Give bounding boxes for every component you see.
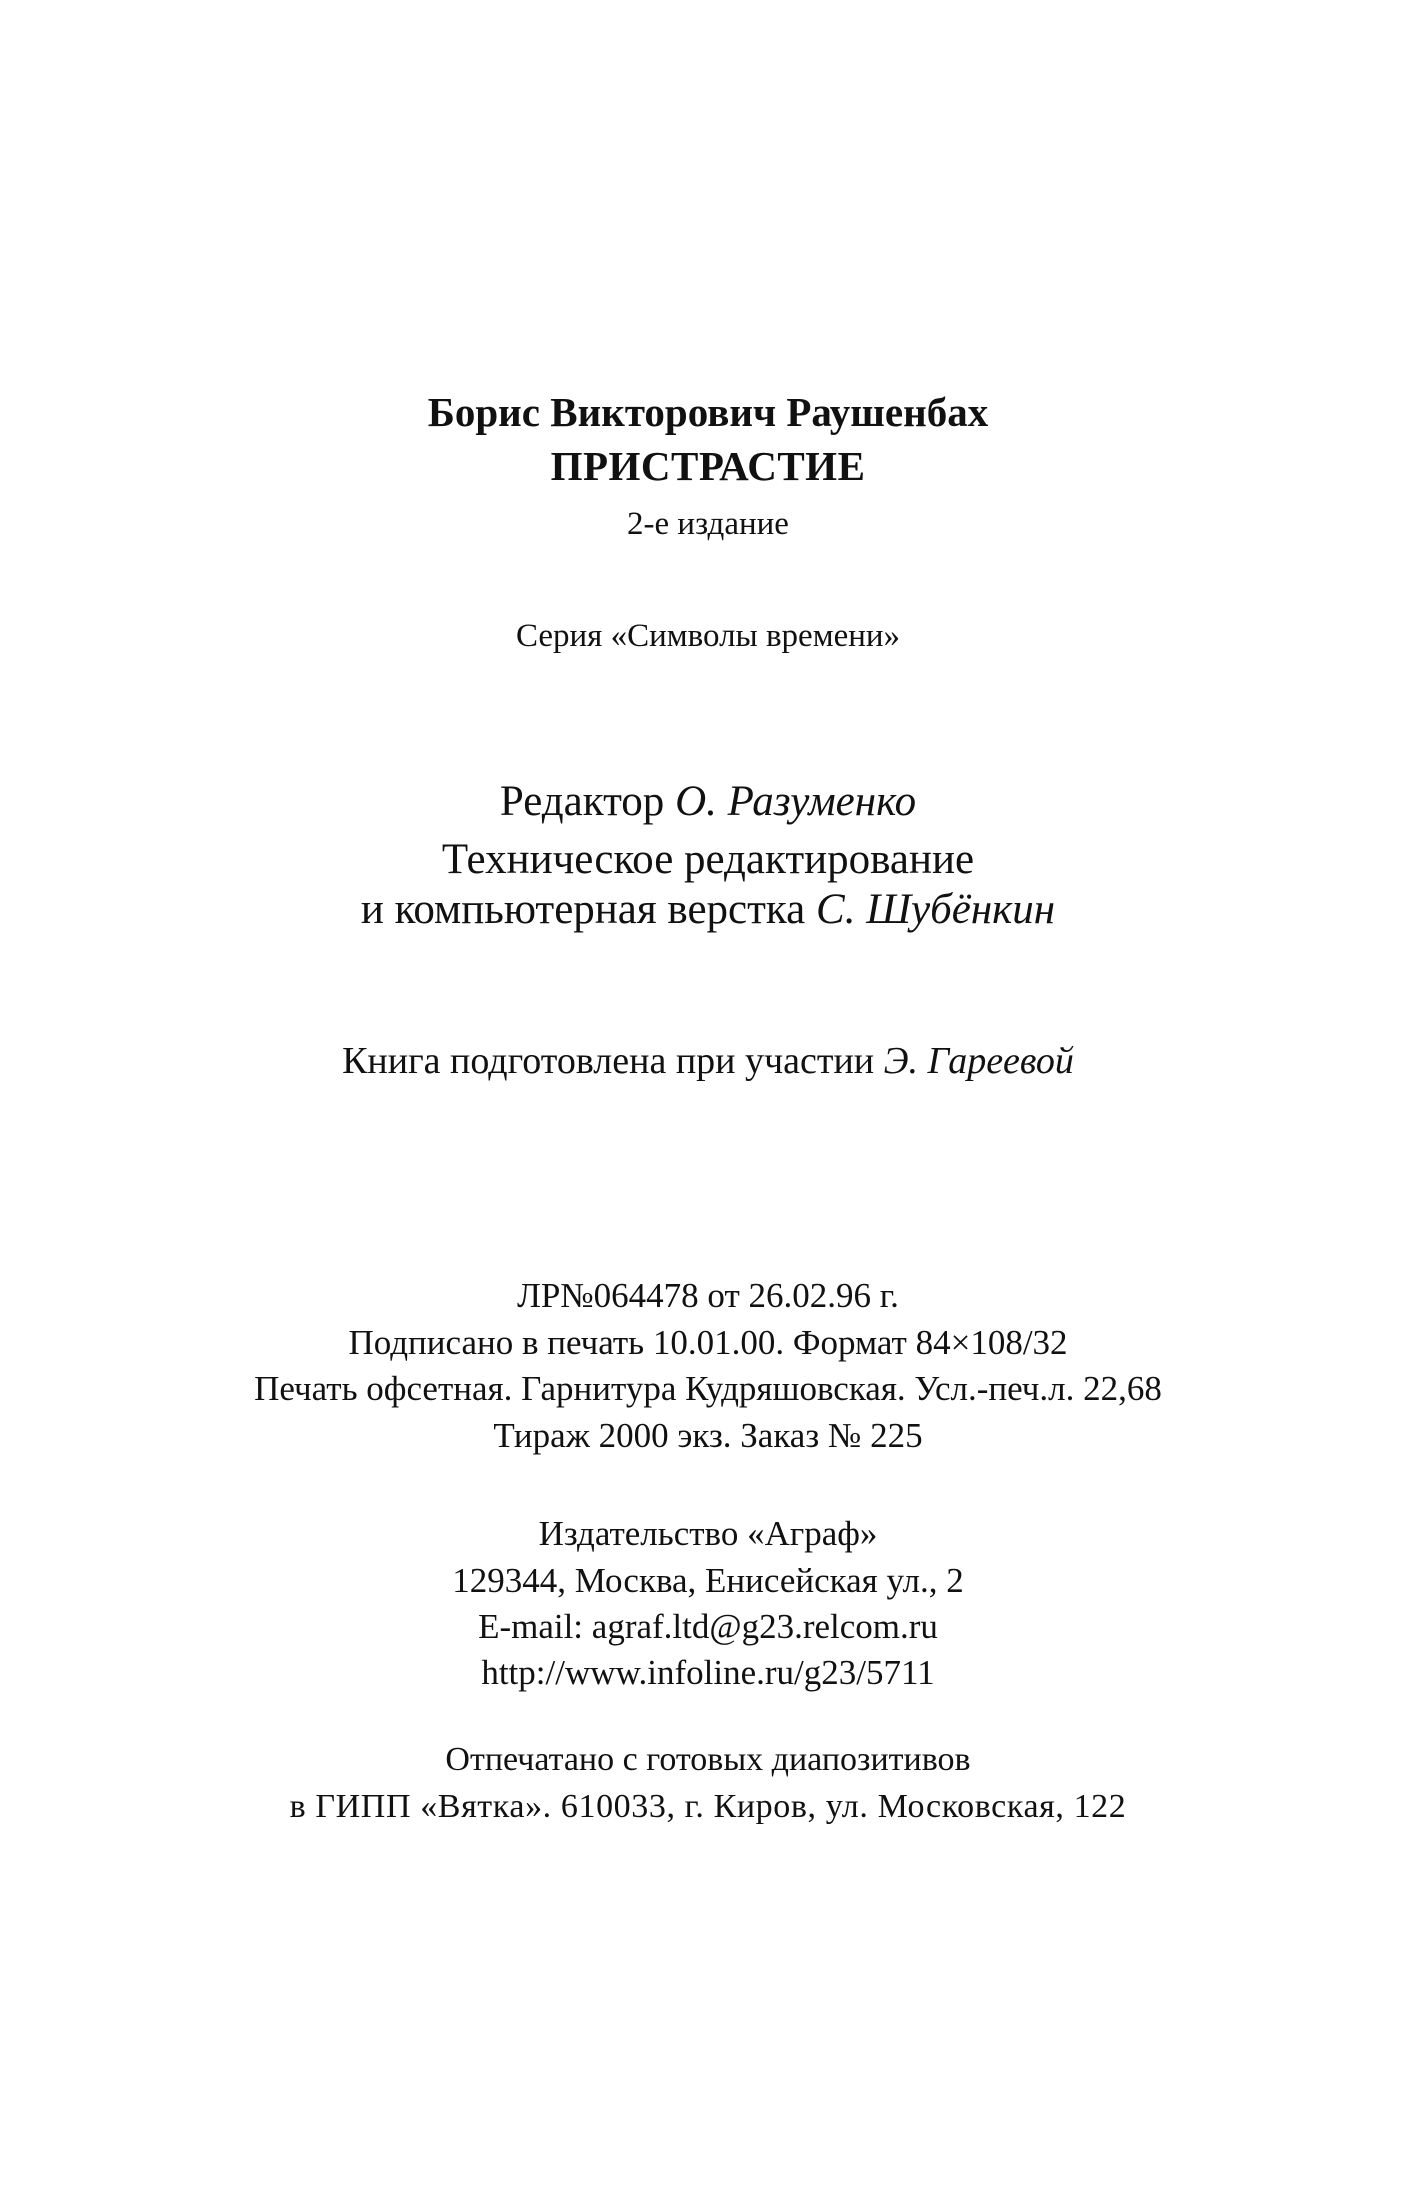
editor-label: Редактор — [499, 778, 665, 825]
edition-label: 2-е издание — [627, 506, 789, 542]
series-label: Серия «Символы времени» — [515, 618, 901, 654]
signed-line: Подписано в печать 10.01.00. Формат 84×108/32 — [348, 1323, 1068, 1362]
author-name: Борис Викторович Раушенбах — [427, 389, 989, 435]
preparation-credit — [0, 1042, 1416, 1080]
printed-line-1: Отпечатано с готовых диапозитивов — [445, 1741, 971, 1778]
publisher-name: Издательство «Аграф» — [538, 1514, 878, 1553]
publisher-email: E-mail: agraf.ltd@g23.relcom.ru — [478, 1607, 938, 1646]
layout-credit — [0, 888, 1416, 931]
preparation-label: Книга подготовлена при участии — [342, 1040, 875, 1082]
editor-credit — [0, 780, 1416, 823]
tech-editing-line: Техническое редактирование — [441, 836, 975, 883]
print-line: Печать офсетная. Гарнитура Кудряшовская. Усл.-печ.л. 22,68 — [254, 1369, 1162, 1408]
layout-label: и компьютерная верстка — [360, 886, 806, 933]
license-line: ЛР№064478 от 26.02.96 г. — [517, 1276, 899, 1315]
run-line: Тираж 2000 экз. Заказ № 225 — [493, 1416, 923, 1455]
preparation-name: Э. Гареевой — [883, 1040, 1074, 1082]
publisher-url: http://www.infoline.ru/g23/5711 — [481, 1653, 935, 1692]
printed-line-2: в ГИПП «Вятка». 610033, г. Киров, ул. Московская, 122 — [289, 1788, 1127, 1825]
book-title: ПРИСТРАСТИЕ — [550, 443, 866, 489]
publisher-address: 129344, Москва, Енисейская ул., 2 — [452, 1561, 964, 1600]
layout-name: С. Шубёнкин — [816, 886, 1056, 933]
editor-name: О. Разуменко — [675, 778, 917, 825]
